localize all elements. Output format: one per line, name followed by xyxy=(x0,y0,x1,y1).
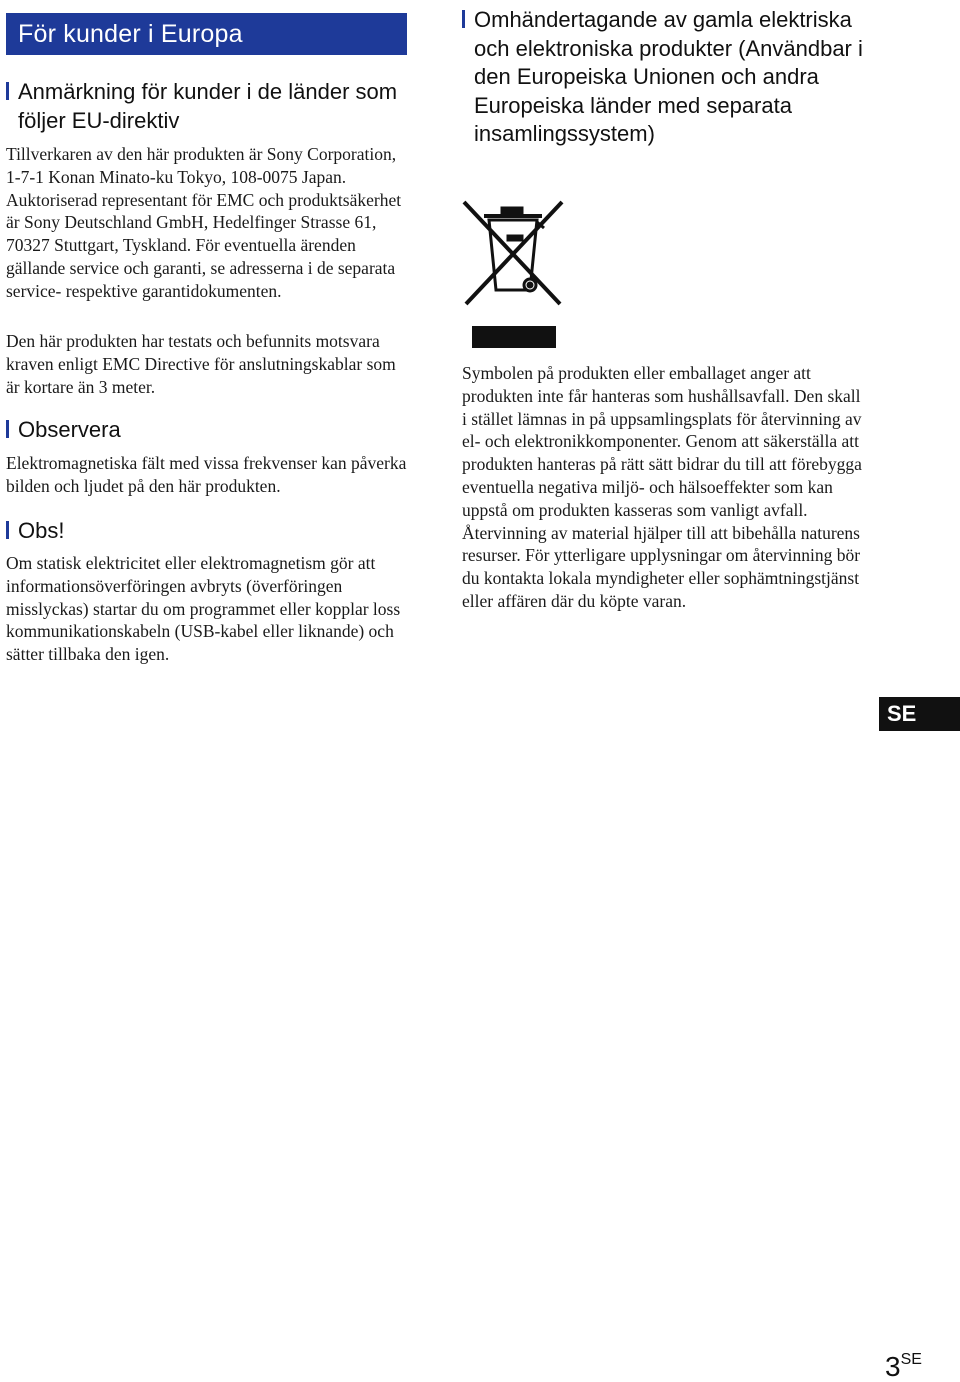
disposal-paragraph: Symbolen på produkten eller emballaget anger att produkten inte får hanteras som hushållsavfall. Den skall i stället lämnas in på uppsamlingsplats för återvinning av el- och elektronikkomponenter. Genom att säkerställa att produkten hanteras på rätt sätt bidrar du till att förebygga eventuella negativa miljö- och hälsoeffekter som kan uppstå om produkten kasseras som vanligt avfall. Återvinning av material hjälper till att bibehålla naturens resurser. För ytterligare upplysningar om återvinning bör du kontakta lokala myndigheter eller sophämtningstjänst eller affären där du köpte varan. xyxy=(462,363,862,611)
emc-test-paragraph: Den här produkten har testats och befunnits motsvara kraven enligt EMC Directive för anslutningskablar som är kortare än 3 meter. xyxy=(6,331,396,397)
heading-disposal-text: Omhändertagande av gamla elektriska och elektroniska produkter (Användbar i den Europeiska Unionen och andra Europeiska länder med separata insamlingssystem) xyxy=(474,7,863,146)
static-electricity-paragraph: Om statisk elektricitet eller elektromagnetism gör att informationsöverföringen avbryts (överföringen misslyckas) startar du om programmet eller kopplar loss kommunikationskabeln (USB-kabel eller liknande) och sätter tillbaka den igen. xyxy=(6,553,401,665)
heading-eu-directive xyxy=(6,78,406,135)
heading-eu-directive-text: Anmärkning för kunder i de länder som följer EU-direktiv xyxy=(18,79,398,133)
heading-marker xyxy=(6,521,9,539)
heading-disposal xyxy=(462,6,872,149)
heading-obs xyxy=(6,517,406,546)
language-tab-label: SE xyxy=(887,701,917,726)
banner-title: För kunder i Europa xyxy=(18,20,243,48)
heading-marker xyxy=(462,10,465,28)
manufacturer-paragraph: Tillverkaren av den här produkten är Sony Corporation, 1-7-1 Konan Minato-ku Tokyo, 108-0075 Japan. Auktoriserad representant för EMC och produktsäkerhet är Sony Deutschland GmbH, Hedelfinger Strasse 61, 70327 Stuttgart, Tyskland. För eventuella ärenden gällande service och garanti, se adresserna i de separata service- respektive garantidokumenten. xyxy=(6,144,402,301)
heading-observera-text: Observera xyxy=(18,417,121,442)
heading-observera xyxy=(6,416,406,445)
weee-bar xyxy=(472,326,556,348)
page-number xyxy=(885,1345,922,1382)
electromagnetic-paragraph: Elektromagnetiska fält med vissa frekvenser kan påverka bilden och ljudet på den här produkten. xyxy=(6,453,407,496)
heading-obs-text: Obs! xyxy=(18,518,65,543)
section-banner xyxy=(6,13,407,55)
page-number-suffix: SE xyxy=(900,1351,922,1368)
language-tab xyxy=(879,697,960,731)
heading-marker xyxy=(6,420,9,438)
heading-marker xyxy=(6,82,9,100)
page-number-value: 3 xyxy=(885,1351,901,1382)
crossed-out-wheelie-bin-icon xyxy=(462,198,566,308)
